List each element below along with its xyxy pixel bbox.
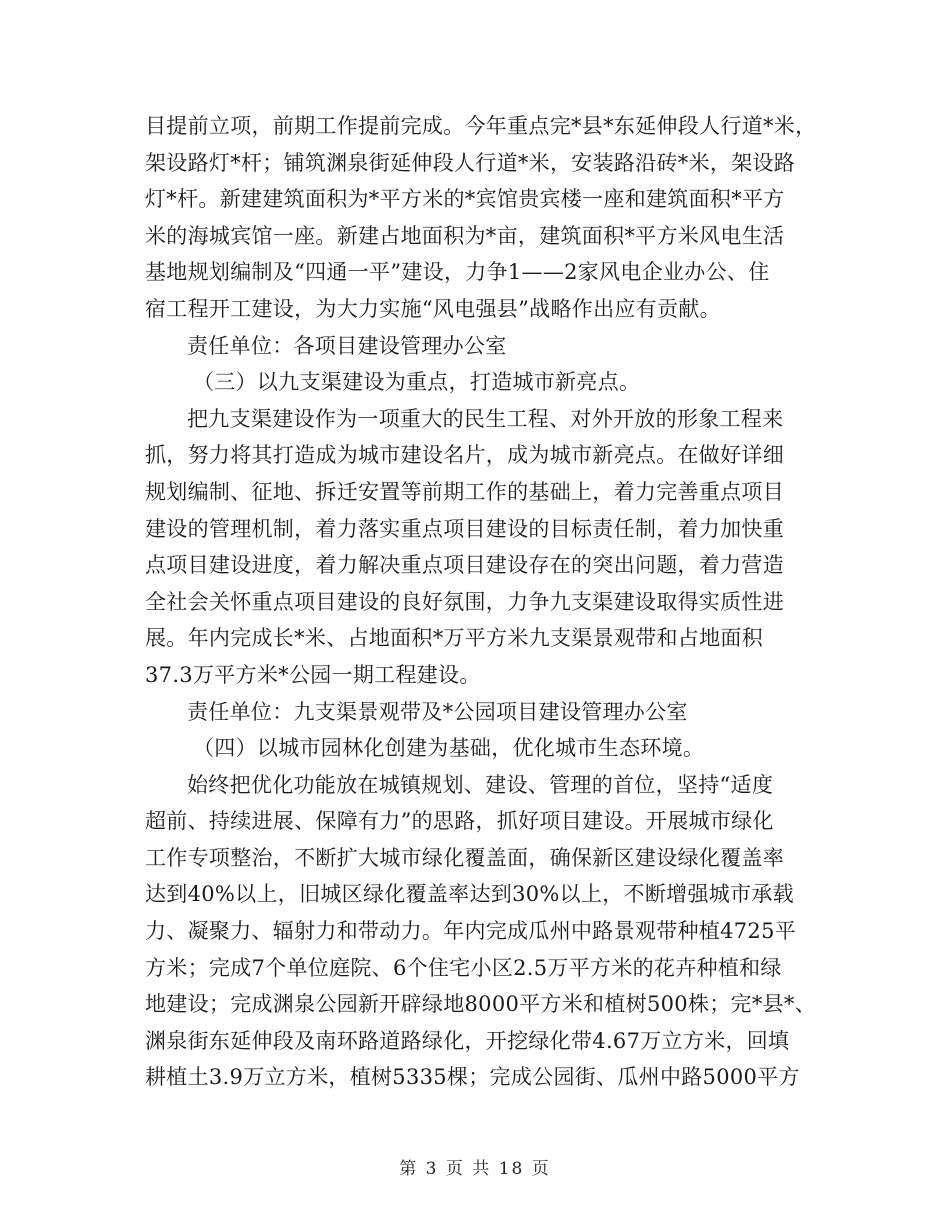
text-line: 宿工程开工建设，为大力实施“风电强县”战略作出应有贡献。 bbox=[145, 296, 721, 321]
text-line: 规划编制、征地、拆迁安置等前期工作的基础上，着力完善重点项目 bbox=[145, 479, 784, 504]
text-line: 点项目建设进度，着力解决重点项目建设存在的突出问题，着力营造 bbox=[145, 553, 784, 578]
text-line: 工作专项整治，不断扩大城市绿化覆盖面，确保新区建设绿化覆盖率 bbox=[145, 845, 784, 870]
page-number-footer: 第 3 页 共 18 页 bbox=[399, 1159, 551, 1179]
paragraph-first-line: 始终把优化功能放在城镇规划、建设、管理的首位，坚持“适度 bbox=[187, 772, 774, 797]
text-line: 抓，努力将其打造成为城市建设名片，成为城市新亮点。在做好详细 bbox=[145, 443, 784, 468]
text-line: 展。年内完成长*米、占地面积*万平方米九支渠景观带和占地面积 bbox=[145, 626, 763, 651]
text-line: 达到40%以上，旧城区绿化覆盖率达到30%以上，不断增强城市承载 bbox=[145, 882, 794, 907]
section-heading: （三）以九支渠建设为重点，打造城市新亮点。 bbox=[193, 370, 641, 395]
text-line: 建设的管理机制，着力落实重点项目建设的目标责任制，着力加快重 bbox=[145, 516, 784, 541]
text-line: 地建设；完成渊泉公园新开辟绿地8000平方米和植树500株；完*县*、 bbox=[145, 992, 817, 1017]
text-line: 方米；完成7个单位庭院、6个住宅小区2.5万平方米的花卉种植和绿 bbox=[145, 955, 782, 980]
text-line: 架设路灯*杆；铺筑渊泉街延伸段人行道*米，安装路沿砖*米，架设路 bbox=[145, 150, 796, 175]
text-line: 渊泉街东延伸段及南环路道路绿化，开挖绿化带4.67万立方米，回填 bbox=[145, 1028, 790, 1053]
responsible-unit-line: 责任单位：九支渠景观带及*公园项目建设管理办公室 bbox=[187, 699, 688, 724]
text-line: 目提前立项，前期工作提前完成。今年重点完*县*东延伸段人行道*米， bbox=[145, 114, 817, 138]
text-line: 耕植土3.9万立方米，植树5335棵；完成公园街、瓜州中路5000平方 bbox=[145, 1065, 800, 1090]
section-heading: （四）以城市园林化创建为基础，优化城市生态环境。 bbox=[193, 736, 705, 761]
text-line: 37.3万平方米*公园一期工程建设。 bbox=[145, 662, 481, 687]
text-line: 全社会关怀重点项目建设的良好氛围，力争九支渠建设取得实质性进 bbox=[145, 589, 784, 614]
body-text bbox=[145, 108, 815, 1096]
paragraph-first-line: 把九支渠建设作为一项重大的民生工程、对外开放的形象工程来 bbox=[187, 406, 784, 431]
text-line: 超前、持续进展、保障有力”的思路，抓好项目建设。开展城市绿化 bbox=[145, 809, 774, 834]
responsible-unit-line: 责任单位：各项目建设管理办公室 bbox=[187, 333, 507, 358]
text-line: 灯*杆。新建建筑面积为*平方米的*宾馆贵宾楼一座和建筑面积*平方 bbox=[145, 187, 785, 212]
text-line: 米的海城宾馆一座。新建占地面积为*亩，建筑面积*平方米风电生活 bbox=[145, 223, 785, 248]
text-line: 基地规划编制及“四通一平”建设，力争1——2家风电企业办公、住 bbox=[145, 260, 770, 285]
text-line: 力、凝聚力、辐射力和带动力。年内完成瓜州中路景观带种植4725平 bbox=[145, 919, 797, 944]
